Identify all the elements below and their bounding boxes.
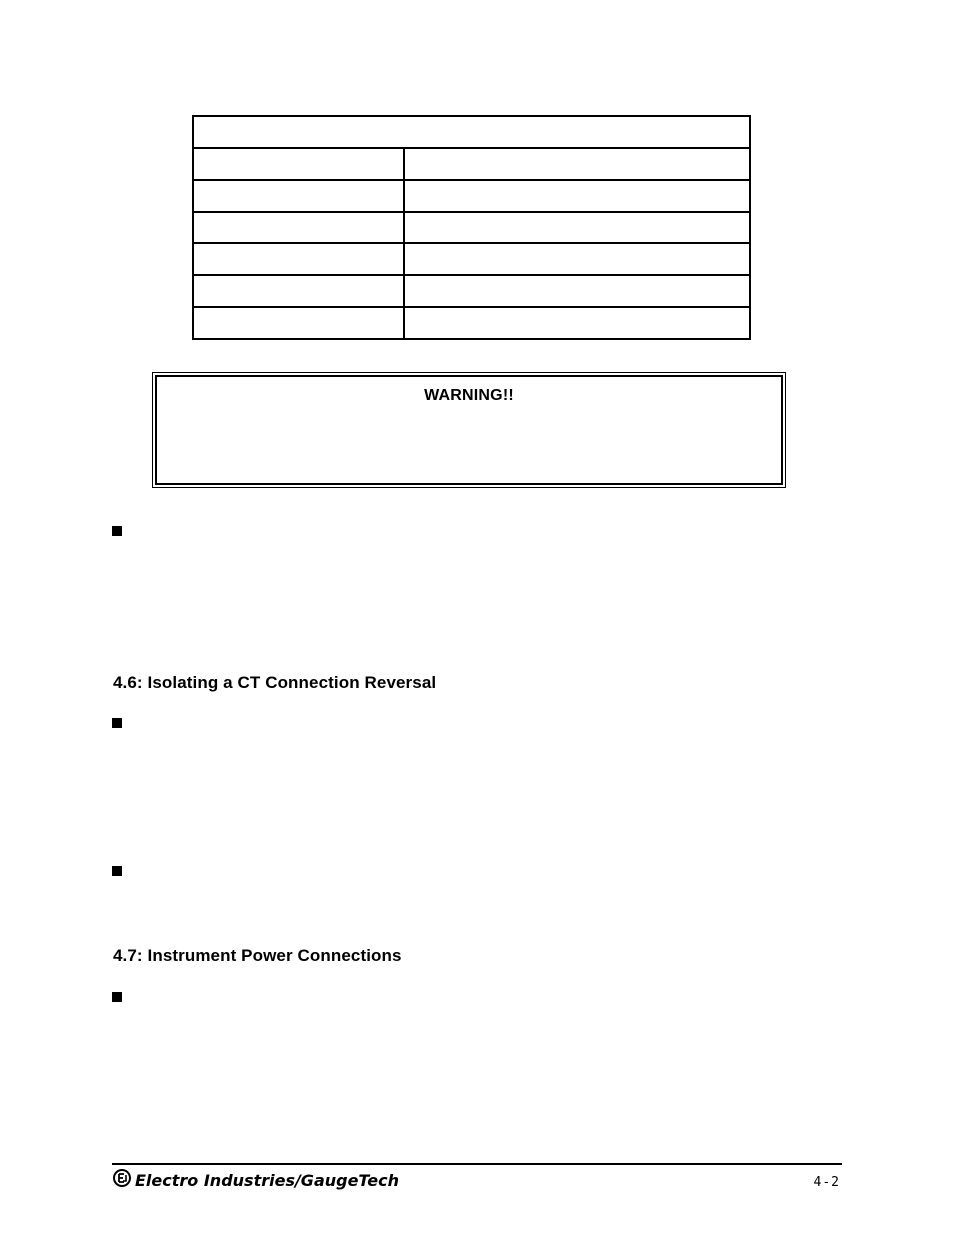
footer-page-number: 4-2 <box>813 1175 840 1190</box>
bullet-square-icon <box>112 992 122 1002</box>
table-cell <box>404 307 750 339</box>
bullet-square-icon <box>112 526 122 536</box>
section-heading-power-connections: 4.7: Instrument Power Connections <box>113 946 402 965</box>
bullet-square-icon <box>112 866 122 876</box>
warning-box <box>152 372 786 488</box>
data-table <box>192 115 751 340</box>
table-title-cell <box>193 116 750 148</box>
section-heading-ct-reversal: 4.6: Isolating a CT Connection Reversal <box>113 673 437 692</box>
bullet-square-icon <box>112 718 122 728</box>
table-row <box>193 180 750 212</box>
warning-title: WARNING!! <box>424 387 514 404</box>
table-cell <box>404 180 750 212</box>
company-logo-icon <box>112 1168 132 1188</box>
table-cell <box>193 243 404 275</box>
table-row <box>193 307 750 339</box>
table-row <box>193 243 750 275</box>
table-cell <box>193 212 404 244</box>
table-title-row <box>193 116 750 148</box>
table-cell <box>193 275 404 307</box>
table-cell <box>404 275 750 307</box>
table-row <box>193 148 750 180</box>
table-cell <box>193 307 404 339</box>
table-cell <box>404 212 750 244</box>
table-cell <box>404 148 750 180</box>
table-row <box>193 212 750 244</box>
table-cell <box>193 180 404 212</box>
footer-divider <box>112 1163 842 1165</box>
table-cell <box>404 243 750 275</box>
footer-company-name: Electro Industries/GaugeTech <box>135 1171 400 1190</box>
table-row <box>193 275 750 307</box>
table-cell <box>193 148 404 180</box>
